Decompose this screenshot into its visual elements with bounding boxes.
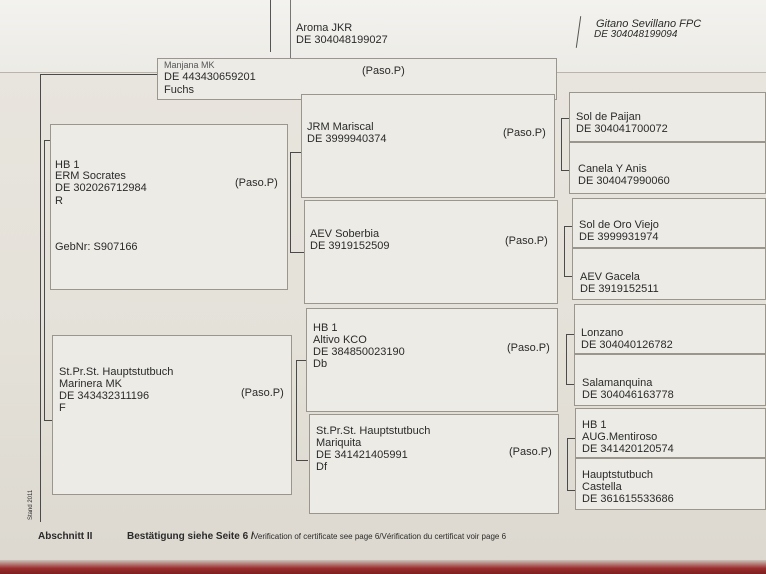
manjana-id: DE 443430659201 [164, 71, 256, 83]
sire-paso: (Paso.P) [235, 177, 278, 189]
verification-label: Verification of certificate see page 6/Vérification du certificat voir page 6 [253, 532, 507, 541]
gen3-7-name: AUG.Mentiroso [582, 431, 658, 443]
dam-paso: (Paso.P) [241, 387, 284, 399]
gen3-7-hb: HB 1 [582, 419, 607, 431]
stand-label: Stand 2011 [28, 489, 34, 520]
sire-box [50, 124, 288, 290]
gen3-6-name: Salamanquina [582, 377, 653, 389]
gen3-7-id: DE 341420120574 [582, 443, 674, 455]
gen2-3-color: Db [313, 358, 328, 370]
dam-color: F [59, 402, 66, 414]
gen2-4-id: DE 341421405991 [316, 449, 408, 461]
gen2-box-2 [304, 200, 558, 304]
manjana-paso: (Paso.P) [362, 65, 405, 77]
gen2-1-paso: (Paso.P) [503, 127, 546, 139]
gen3-box-6 [574, 354, 766, 406]
dam-line1: St.Pr.St. Hauptstutbuch [59, 366, 174, 378]
dam-id: DE 343432311196 [59, 390, 150, 402]
gen2-box-3 [306, 308, 558, 412]
gitano-id: DE 304048199094 [594, 29, 678, 40]
gen1-bracket [44, 140, 45, 420]
gen3-box-3 [572, 198, 766, 248]
gen2-3-id: DE 384850023190 [313, 346, 405, 358]
gen3-5-name: Lonzano [581, 327, 624, 339]
gen2-box-4 [309, 414, 559, 514]
gen2-4-name: Mariquita [316, 437, 362, 449]
sire-color: R [55, 195, 63, 207]
confirm-label: Bestätigung siehe Seite 6 / [127, 531, 254, 542]
gen3-box-1 [569, 92, 766, 142]
outer-bracket-top [40, 74, 157, 75]
aroma-name: Aroma JKR [296, 22, 353, 34]
dam-box [52, 335, 292, 495]
gen3-box-4 [572, 248, 766, 300]
sire-bracket [290, 152, 291, 252]
gen2-1-id: DE 3999940374 [307, 133, 387, 145]
gen3-8-name: Castella [582, 481, 622, 493]
gen2-3-hb: HB 1 [313, 322, 338, 334]
gen2-2-name: AEV Soberbia [310, 228, 380, 240]
gen2-1-name: JRM Mariscal [307, 121, 374, 133]
gen2-4-paso: (Paso.P) [509, 446, 552, 458]
sire-gebnr: GebNr: S907166 [55, 241, 138, 253]
gen3-box-8 [575, 458, 766, 510]
gen2-4-line1: St.Pr.St. Hauptstutbuch [316, 425, 431, 437]
gen2-3-name: Altivo KCO [313, 334, 367, 346]
gen3-8-line1: Hauptstutbuch [582, 469, 653, 481]
gen3-box-5 [574, 304, 766, 354]
gen2-box-1 [301, 94, 555, 198]
gen3-box-7 [575, 408, 766, 458]
manjana-name: Manjana MK [164, 60, 215, 70]
gen3-box-2 [569, 142, 766, 194]
dam-name: Marinera MK [59, 378, 122, 390]
gen3-1-id: DE 304041700072 [576, 123, 668, 135]
gen3-2-id: DE 304047990060 [578, 175, 670, 187]
sire-hb: HB 1 [55, 159, 80, 171]
gen3-8-id: DE 361615533686 [582, 493, 674, 505]
gen2-4-color: Df [316, 461, 327, 473]
gen3-4-id: DE 3919152511 [580, 283, 659, 295]
dam-bracket [296, 360, 297, 460]
red-cover-edge [0, 560, 766, 574]
gen2-3-paso: (Paso.P) [507, 342, 550, 354]
manjana-color: Fuchs [164, 84, 194, 96]
gitano-name: Gitano Sevillano FPC [596, 18, 702, 30]
aroma-id: DE 304048199027 [296, 34, 388, 46]
outer-bracket-line [40, 74, 41, 522]
sire-id: DE 302026712984 [55, 182, 147, 194]
gen2-2-paso: (Paso.P) [505, 235, 548, 247]
sire-name: ERM Socrates [55, 170, 126, 182]
gen3-6-id: DE 304046163778 [582, 389, 674, 401]
gen2-2-id: DE 3919152509 [310, 240, 390, 252]
section-label: Abschnitt II [38, 531, 93, 542]
gen3-3-name: Sol de Oro Viejo [579, 219, 659, 231]
gen3-3-id: DE 3999931974 [579, 231, 659, 243]
gen3-4-name: AEV Gacela [580, 271, 640, 283]
gen3-5-id: DE 304040126782 [581, 339, 673, 351]
gen3-1-name: Sol de Paijan [576, 111, 641, 123]
gen3-2-name: Canela Y Anis [578, 163, 647, 175]
